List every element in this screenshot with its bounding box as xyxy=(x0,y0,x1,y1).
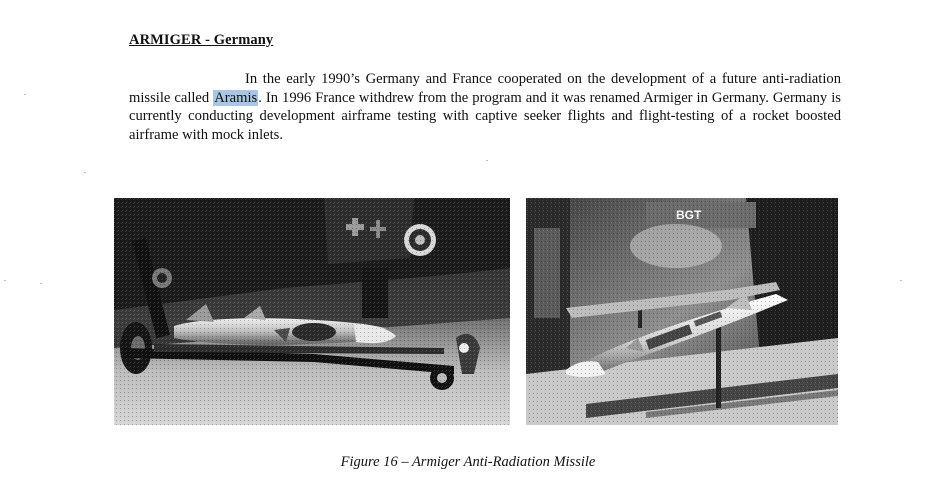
figure-caption: Figure 16 – Armiger Anti-Radiation Missile xyxy=(340,454,596,470)
body-paragraph xyxy=(129,70,841,144)
paragraph-text-start: In the early 1990’s Germany and France cooperated on the development of a future anti-radiation missile called xyxy=(129,71,841,106)
scan-speck xyxy=(486,160,488,161)
scan-speck xyxy=(24,94,26,95)
section-heading: ARMIGER - Germany xyxy=(129,32,274,48)
photo-missile-on-trolley xyxy=(114,198,510,425)
highlighted-term: Aramis xyxy=(214,89,258,106)
photo-missile-display xyxy=(526,198,838,425)
scan-speck xyxy=(900,280,902,281)
scan-speck xyxy=(84,172,86,173)
scan-speck xyxy=(40,283,42,284)
scan-speck xyxy=(4,280,6,281)
paragraph-text-end: . In 1996 France withdrew from the program and it was renamed Armiger in Germany. Germany is currently conducting development airframe testing with captive seeker flights and flight-testing of a rocket boosted airframe with mock inlets. xyxy=(129,89,841,143)
